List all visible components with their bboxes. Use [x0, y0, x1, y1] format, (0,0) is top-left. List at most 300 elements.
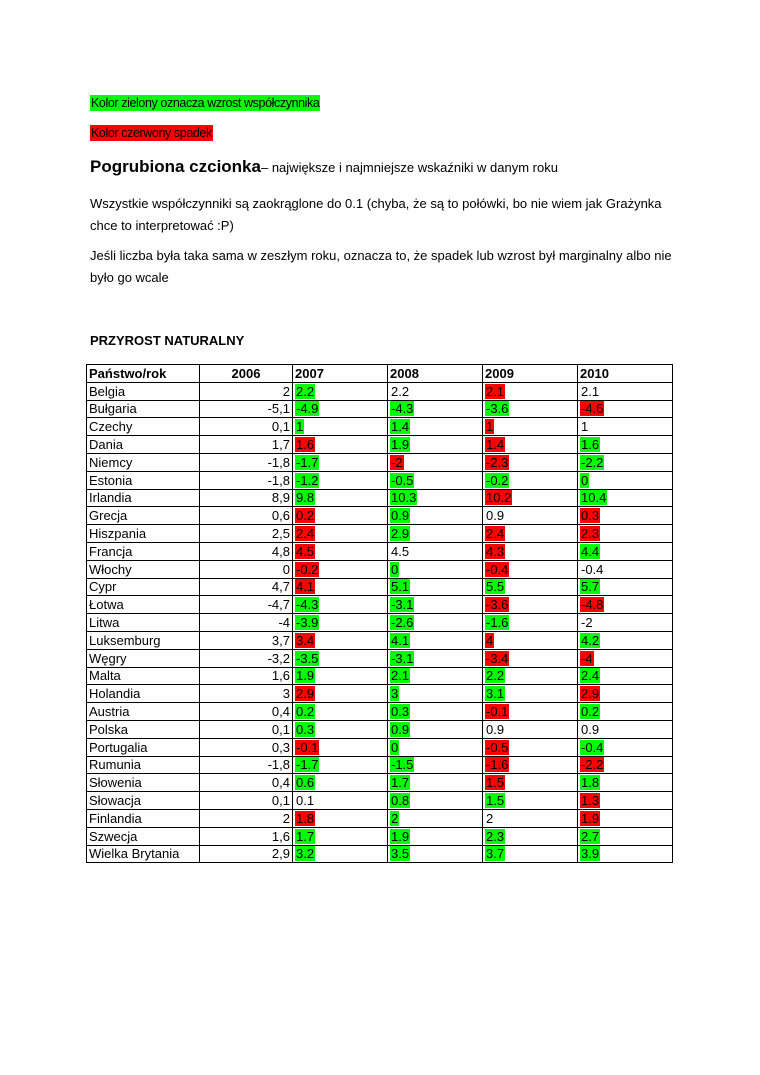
value-2009: -2.3	[486, 454, 509, 470]
value-2007: 9.8	[296, 490, 315, 506]
value-2009: 10.2	[486, 490, 512, 506]
value-2010-cell	[578, 489, 673, 507]
value-2006-cell: -5,1	[200, 400, 293, 418]
value-2008: 5.1	[391, 579, 410, 595]
value-2008-cell	[388, 525, 483, 543]
country-cell: Czechy	[87, 418, 200, 436]
value-2009-cell	[483, 631, 578, 649]
value-2008-cell	[388, 578, 483, 596]
value-2007-cell	[293, 649, 388, 667]
value-2007: 1.7	[296, 828, 315, 844]
table-row	[87, 382, 673, 400]
value-2010: -2.2	[581, 454, 604, 470]
country-cell: Malta	[87, 667, 200, 685]
country-cell: Rumunia	[87, 756, 200, 774]
value-2006-cell: 0	[200, 560, 293, 578]
value-2010: 4.4	[581, 543, 600, 559]
value-2006-cell: 8,9	[200, 489, 293, 507]
country-cell: Belgia	[87, 382, 200, 400]
value-2006-cell: 0,1	[200, 418, 293, 436]
value-2010-cell	[578, 578, 673, 596]
value-2010-cell	[578, 614, 673, 632]
value-2009: -0.2	[486, 472, 509, 488]
value-2007-cell	[293, 792, 388, 810]
country-cell: Cypr	[87, 578, 200, 596]
table-row	[87, 845, 673, 863]
value-2007: 2.9	[296, 686, 315, 702]
value-2006-cell: 0,1	[200, 720, 293, 738]
value-2009-cell	[483, 649, 578, 667]
value-2008: 0	[391, 739, 399, 755]
table-row	[87, 453, 673, 471]
country-cell: Francja	[87, 542, 200, 560]
value-2010: 1.6	[581, 436, 600, 452]
value-2007-cell	[293, 489, 388, 507]
value-2009-cell	[483, 578, 578, 596]
header-2007: 2007	[293, 365, 388, 383]
value-2009: 2.4	[486, 525, 505, 541]
value-2009-cell	[483, 507, 578, 525]
value-2007: 1	[296, 419, 304, 435]
value-2009-cell	[483, 596, 578, 614]
value-2007-cell	[293, 738, 388, 756]
value-2006-cell: -4,7	[200, 596, 293, 614]
value-2009-cell	[483, 685, 578, 703]
value-2008: 3	[391, 686, 399, 702]
value-2008: 1.9	[391, 436, 410, 452]
country-cell: Litwa	[87, 614, 200, 632]
value-2010-cell	[578, 631, 673, 649]
value-2006-cell: 3,7	[200, 631, 293, 649]
value-2006-cell: 2,9	[200, 845, 293, 863]
country-cell: Łotwa	[87, 596, 200, 614]
country-cell: Grecja	[87, 507, 200, 525]
value-2010-cell	[578, 649, 673, 667]
value-2010-cell	[578, 525, 673, 543]
value-2007-cell	[293, 542, 388, 560]
table-row	[87, 720, 673, 738]
table-row	[87, 631, 673, 649]
value-2010: -0.4	[581, 561, 604, 577]
value-2009: -3.6	[486, 401, 509, 417]
value-2008-cell	[388, 774, 483, 792]
value-2010-cell	[578, 827, 673, 845]
legend-green-label: Kolor zielony oznacza wzrost współczynnika	[91, 96, 320, 110]
table-row	[87, 756, 673, 774]
value-2007-cell	[293, 596, 388, 614]
value-2010: 5.7	[581, 579, 600, 595]
value-2009: 4.3	[486, 543, 505, 559]
value-2009: -1.6	[486, 614, 509, 630]
value-2007: -1.7	[296, 454, 319, 470]
value-2006-cell: 0,4	[200, 774, 293, 792]
value-2009-cell	[483, 845, 578, 863]
value-2008: 0.9	[391, 508, 410, 524]
value-2010-cell	[578, 418, 673, 436]
value-2008: -3.1	[391, 597, 414, 613]
value-2009-cell	[483, 525, 578, 543]
value-2009: 1.5	[486, 775, 505, 791]
value-2007: 3.2	[296, 846, 315, 862]
value-2009-cell	[483, 418, 578, 436]
value-2010: 2.4	[581, 668, 600, 684]
value-2010-cell	[578, 382, 673, 400]
value-2007: 2.2	[296, 383, 315, 399]
value-2008-cell	[388, 453, 483, 471]
value-2010: 1.8	[581, 775, 600, 791]
value-2009: 0.9	[486, 721, 505, 737]
country-cell: Bułgaria	[87, 400, 200, 418]
value-2009-cell	[483, 774, 578, 792]
value-2008: 0.3	[391, 703, 410, 719]
table-title: PRZYROST NATURALNY	[90, 333, 245, 348]
value-2008: 4.1	[391, 632, 410, 648]
value-2006-cell: 1,7	[200, 436, 293, 454]
value-2007-cell	[293, 436, 388, 454]
value-2009: -3.6	[486, 597, 509, 613]
value-2008-cell	[388, 560, 483, 578]
value-2008: -4.3	[391, 401, 414, 417]
value-2009: 2.2	[486, 668, 505, 684]
value-2006-cell: -1,8	[200, 471, 293, 489]
table-row	[87, 685, 673, 703]
table-row	[87, 809, 673, 827]
value-2007-cell	[293, 756, 388, 774]
value-2006-cell: 0,6	[200, 507, 293, 525]
value-2010-cell	[578, 507, 673, 525]
value-2009-cell	[483, 667, 578, 685]
value-2009: 5.5	[486, 579, 505, 595]
value-2009-cell	[483, 738, 578, 756]
value-2009-cell	[483, 489, 578, 507]
value-2007: -4.3	[296, 597, 319, 613]
country-cell: Luksemburg	[87, 631, 200, 649]
value-2008-cell	[388, 792, 483, 810]
value-2010: -4.8	[581, 597, 604, 613]
value-2008-cell	[388, 703, 483, 721]
value-2007-cell	[293, 703, 388, 721]
value-2007: 0.3	[296, 721, 315, 737]
value-2010: 4.2	[581, 632, 600, 648]
value-2006-cell: 2,5	[200, 525, 293, 543]
value-2010: -2.2	[581, 757, 604, 773]
value-2006-cell: -3,2	[200, 649, 293, 667]
value-2007: 1.6	[296, 436, 315, 452]
value-2007-cell	[293, 578, 388, 596]
natural-increase-table	[86, 364, 673, 863]
value-2007-cell	[293, 720, 388, 738]
value-2007-cell	[293, 774, 388, 792]
value-2008-cell	[388, 542, 483, 560]
table-row	[87, 667, 673, 685]
value-2010: -2	[581, 614, 593, 630]
value-2008: 2	[391, 810, 399, 826]
value-2007: 2.4	[296, 525, 315, 541]
value-2010: 3.9	[581, 846, 600, 862]
value-2006-cell: 4,8	[200, 542, 293, 560]
value-2010: 1.9	[581, 810, 600, 826]
table-row	[87, 525, 673, 543]
table-row	[87, 596, 673, 614]
table-row	[87, 507, 673, 525]
value-2008-cell	[388, 827, 483, 845]
value-2010-cell	[578, 720, 673, 738]
value-2006-cell: 0,1	[200, 792, 293, 810]
value-2009-cell	[483, 703, 578, 721]
value-2008-cell	[388, 667, 483, 685]
value-2008-cell	[388, 738, 483, 756]
value-2006-cell: 2	[200, 809, 293, 827]
value-2009: 0.9	[486, 508, 505, 524]
country-cell: Włochy	[87, 560, 200, 578]
value-2008: 1.9	[391, 828, 410, 844]
value-2010-cell	[578, 703, 673, 721]
value-2008: 2.1	[391, 668, 410, 684]
country-cell: Niemcy	[87, 453, 200, 471]
value-2006-cell: 0,3	[200, 738, 293, 756]
value-2007: -3.9	[296, 614, 319, 630]
value-2010-cell	[578, 756, 673, 774]
value-2007: -1.7	[296, 757, 319, 773]
value-2010: -0.4	[581, 739, 604, 755]
value-2009: 2.1	[486, 383, 505, 399]
value-2009: 4	[486, 632, 494, 648]
value-2010-cell	[578, 400, 673, 418]
value-2008: 0	[391, 561, 399, 577]
value-2008: 1.4	[391, 419, 410, 435]
value-2009-cell	[483, 809, 578, 827]
value-2010: 2.9	[581, 686, 600, 702]
value-2006-cell: -1,8	[200, 756, 293, 774]
table-row	[87, 400, 673, 418]
value-2010: 1	[581, 419, 589, 435]
value-2008-cell	[388, 809, 483, 827]
value-2010-cell	[578, 453, 673, 471]
value-2008-cell	[388, 418, 483, 436]
table-row	[87, 792, 673, 810]
header-2006: 2006	[200, 365, 293, 383]
value-2008-cell	[388, 756, 483, 774]
value-2007-cell	[293, 525, 388, 543]
value-2007: -3.5	[296, 650, 319, 666]
header-2008: 2008	[388, 365, 483, 383]
value-2009: 2	[486, 810, 494, 826]
rounding-note-paragraph: Wszystkie współczynniki są zaokrąglone do 0.1 (chyba, że są to połówki, bo nie wiem jak Grażynka chce to interpretować :P)	[90, 196, 662, 233]
value-2006-cell: -1,8	[200, 453, 293, 471]
value-2009: -0.5	[486, 739, 509, 755]
value-2008-cell	[388, 649, 483, 667]
value-2007: 1.8	[296, 810, 315, 826]
value-2009-cell	[483, 436, 578, 454]
value-2010-cell	[578, 542, 673, 560]
value-2007-cell	[293, 809, 388, 827]
value-2008: 0.9	[391, 721, 410, 737]
value-2009-cell	[483, 614, 578, 632]
value-2010: 1.3	[581, 792, 600, 808]
value-2007: 0.2	[296, 703, 315, 719]
value-2010-cell	[578, 792, 673, 810]
table-row	[87, 542, 673, 560]
value-2007: 4.1	[296, 579, 315, 595]
value-2009-cell	[483, 827, 578, 845]
value-2010: 2.3	[581, 525, 600, 541]
value-2008: -2.6	[391, 614, 414, 630]
table-row	[87, 774, 673, 792]
value-2009-cell	[483, 471, 578, 489]
same-value-note-paragraph: Jeśli liczba była taka sama w zeszłym roku, oznacza to, że spadek lub wzrost był marginalny albo nie było go wcale	[90, 248, 672, 285]
country-cell: Portugalia	[87, 738, 200, 756]
value-2009-cell	[483, 400, 578, 418]
value-2009: -0.4	[486, 561, 509, 577]
value-2009: 1.4	[486, 436, 505, 452]
value-2009: 1.5	[486, 792, 505, 808]
value-2008: 2.2	[391, 383, 410, 399]
value-2010: 10.4	[581, 490, 607, 506]
value-2008: 2.9	[391, 525, 410, 541]
value-2010-cell	[578, 738, 673, 756]
value-2009-cell	[483, 453, 578, 471]
value-2010-cell	[578, 685, 673, 703]
value-2008: 0.8	[391, 792, 410, 808]
value-2007: -4.9	[296, 401, 319, 417]
table-row	[87, 738, 673, 756]
value-2010: 2.1	[581, 383, 600, 399]
value-2010: 0	[581, 472, 589, 488]
value-2009: 3.1	[486, 686, 505, 702]
value-2007-cell	[293, 400, 388, 418]
table-body	[87, 382, 673, 863]
value-2010-cell	[578, 436, 673, 454]
value-2007: -0.1	[296, 739, 319, 755]
value-2009: -0.1	[486, 703, 509, 719]
country-cell: Holandia	[87, 685, 200, 703]
value-2009: 1	[486, 419, 494, 435]
country-cell: Estonia	[87, 471, 200, 489]
country-cell: Węgry	[87, 649, 200, 667]
value-2010-cell	[578, 809, 673, 827]
table-row	[87, 560, 673, 578]
value-2008: -2	[391, 454, 403, 470]
value-2010: -4.6	[581, 401, 604, 417]
value-2009-cell	[483, 560, 578, 578]
value-2007-cell	[293, 845, 388, 863]
table-row	[87, 489, 673, 507]
value-2007: 0.1	[296, 792, 315, 808]
value-2010-cell	[578, 560, 673, 578]
value-2006-cell: 1,6	[200, 827, 293, 845]
value-2006-cell: -4	[200, 614, 293, 632]
header-2010: 2010	[578, 365, 673, 383]
value-2006-cell: 4,7	[200, 578, 293, 596]
value-2008: 3.5	[391, 846, 410, 862]
value-2010-cell	[578, 667, 673, 685]
country-cell: Wielka Brytania	[87, 845, 200, 863]
value-2010: 0.2	[581, 703, 600, 719]
value-2006-cell: 2	[200, 382, 293, 400]
value-2010-cell	[578, 471, 673, 489]
header-country: Państwo/rok	[87, 365, 200, 383]
value-2010-cell	[578, 845, 673, 863]
table-row	[87, 614, 673, 632]
value-2008-cell	[388, 614, 483, 632]
value-2009: -1.6	[486, 757, 509, 773]
country-cell: Polska	[87, 720, 200, 738]
value-2006-cell: 0,4	[200, 703, 293, 721]
value-2007: -0.2	[296, 561, 319, 577]
value-2008-cell	[388, 471, 483, 489]
value-2007: 0.2	[296, 508, 315, 524]
value-2008-cell	[388, 685, 483, 703]
value-2009-cell	[483, 792, 578, 810]
country-cell: Słowenia	[87, 774, 200, 792]
value-2010-cell	[578, 596, 673, 614]
value-2007-cell	[293, 453, 388, 471]
value-2008-cell	[388, 507, 483, 525]
bold-legend-bold-text: Pogrubiona czcionka	[90, 157, 261, 176]
value-2009-cell	[483, 542, 578, 560]
value-2007: 3.4	[296, 632, 315, 648]
value-2008: 10.3	[391, 490, 417, 506]
value-2009: 2.3	[486, 828, 505, 844]
value-2008-cell	[388, 845, 483, 863]
value-2009-cell	[483, 756, 578, 774]
value-2007-cell	[293, 614, 388, 632]
value-2007: 0.6	[296, 775, 315, 791]
value-2008: -0.5	[391, 472, 414, 488]
value-2007-cell	[293, 827, 388, 845]
value-2007-cell	[293, 685, 388, 703]
value-2008-cell	[388, 596, 483, 614]
country-cell: Hiszpania	[87, 525, 200, 543]
value-2010: -4	[581, 650, 593, 666]
country-cell: Szwecja	[87, 827, 200, 845]
value-2008-cell	[388, 720, 483, 738]
value-2007: 1.9	[296, 668, 315, 684]
value-2007-cell	[293, 560, 388, 578]
value-2008-cell	[388, 631, 483, 649]
country-cell: Finlandia	[87, 809, 200, 827]
value-2007-cell	[293, 667, 388, 685]
value-2008-cell	[388, 382, 483, 400]
value-2008: 4.5	[391, 543, 410, 559]
country-cell: Austria	[87, 703, 200, 721]
table-row	[87, 827, 673, 845]
value-2006-cell: 1,6	[200, 667, 293, 685]
table-row	[87, 649, 673, 667]
table-row	[87, 703, 673, 721]
value-2008: -1.5	[391, 757, 414, 773]
country-cell: Irlandia	[87, 489, 200, 507]
table-header-row	[87, 365, 673, 383]
value-2006-cell: 3	[200, 685, 293, 703]
value-2009: 3.7	[486, 846, 505, 862]
table-row	[87, 578, 673, 596]
country-cell: Dania	[87, 436, 200, 454]
value-2008: 1.7	[391, 775, 410, 791]
value-2007-cell	[293, 631, 388, 649]
value-2007-cell	[293, 507, 388, 525]
value-2009: -3.4	[486, 650, 509, 666]
value-2007: 4.5	[296, 543, 315, 559]
value-2008-cell	[388, 436, 483, 454]
table-row	[87, 436, 673, 454]
table-row	[87, 471, 673, 489]
value-2007-cell	[293, 418, 388, 436]
value-2010-cell	[578, 774, 673, 792]
legend-red-label: Kolor czerwony spadek	[91, 126, 212, 140]
bold-legend-line	[90, 157, 558, 177]
bold-legend-rest-text: – największe i najmniejsze wskaźniki w danym roku	[260, 160, 558, 175]
